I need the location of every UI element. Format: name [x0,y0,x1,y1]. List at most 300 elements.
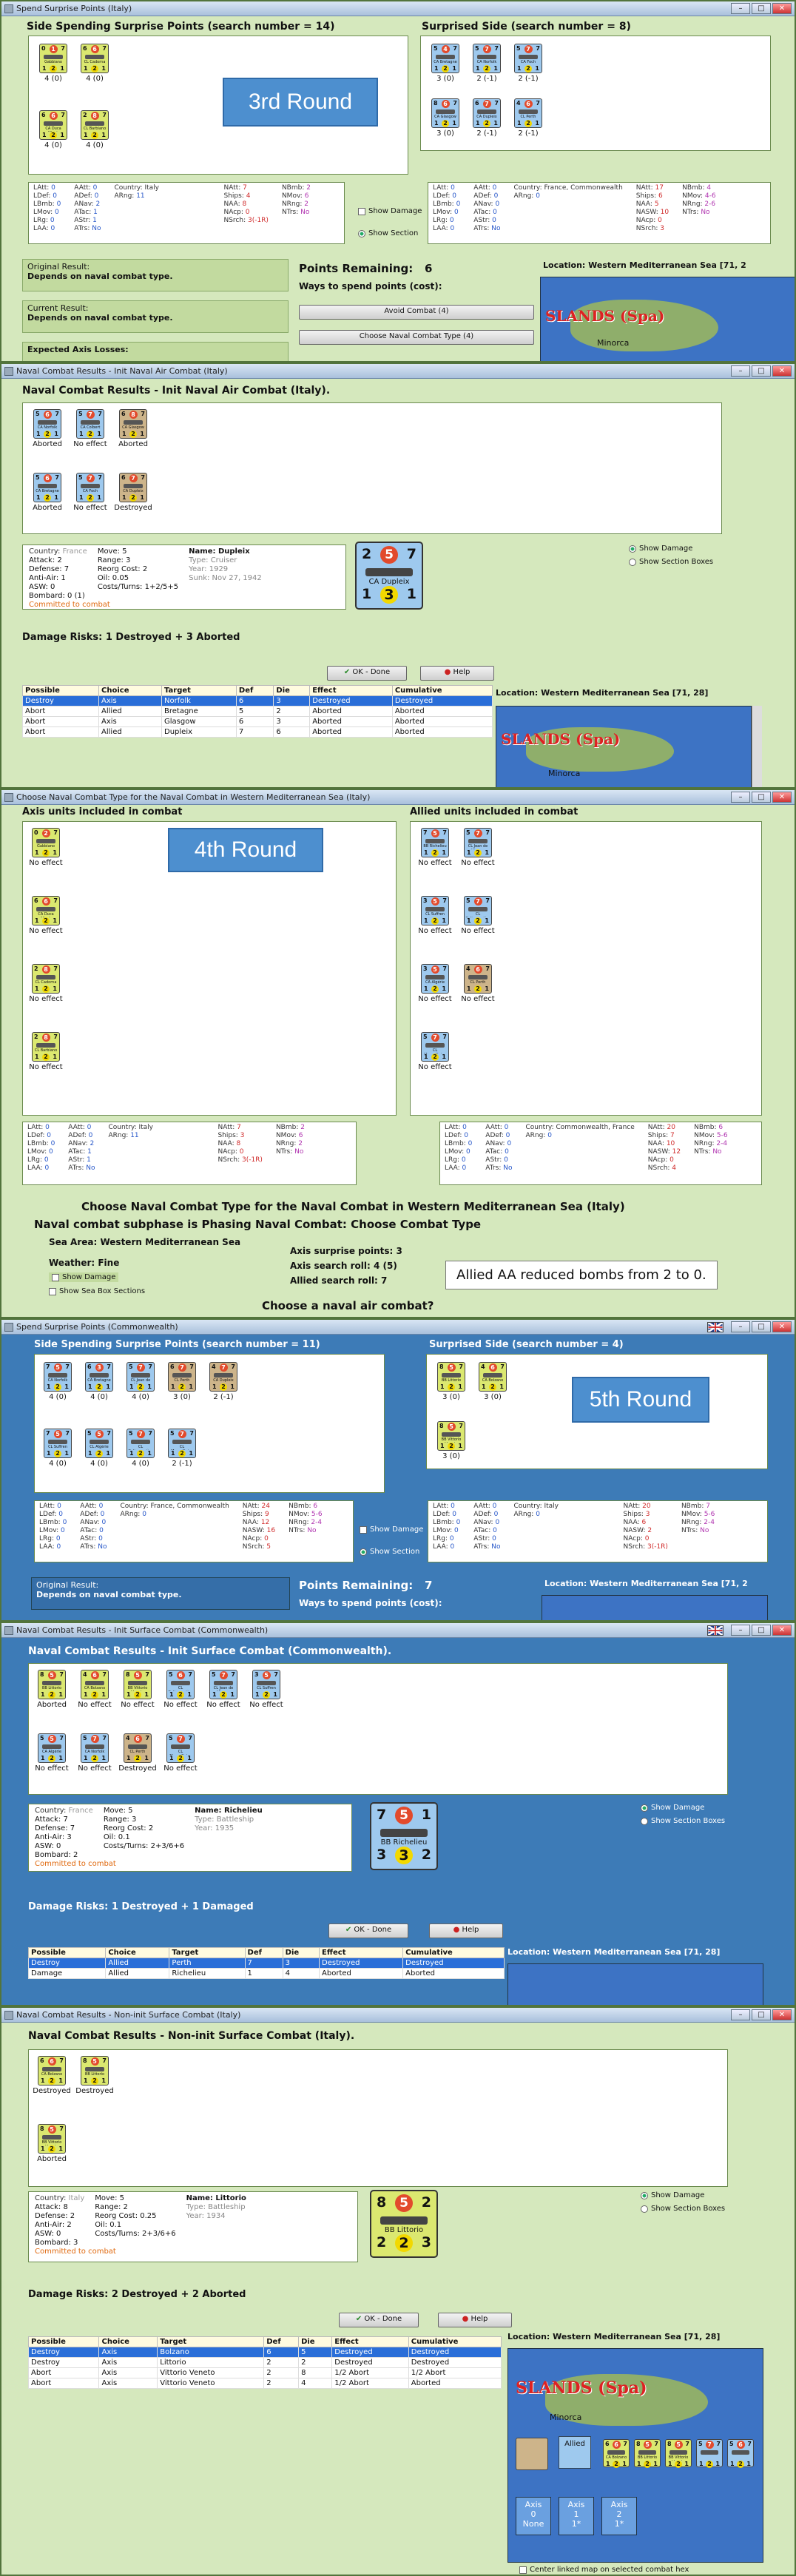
counter-top [38,2125,65,2134]
table-row[interactable] [23,696,493,707]
minimize-button[interactable]: – [731,1321,750,1332]
table-cell: 4 [283,1969,319,1979]
stat-key: LRg: [39,1535,56,1542]
unit-counter[interactable] [421,896,449,925]
stat-key: NAA: [647,1140,667,1147]
column-header[interactable]: Possible [29,1948,106,1958]
stat-line [282,184,311,192]
hex-map[interactable] [507,2348,763,2563]
counter-aa: 1 [47,1450,51,1457]
stat-line [636,209,669,217]
counter-asw: 1 [189,1450,193,1457]
app-icon [4,1323,13,1332]
counter-aa: 1 [467,985,471,992]
counter-aa: 1 [434,65,439,72]
counter-defense: 7 [91,1735,99,1743]
show-section-boxes-checkbox[interactable]: Show Section Boxes [641,1817,725,1825]
map-unit-counter[interactable] [516,2438,548,2470]
counter-bombard: 2 [48,2145,55,2153]
unit-counter[interactable] [209,1670,237,1699]
column-header[interactable]: Target [169,1948,245,1958]
stat-line [445,1132,472,1140]
stat-key: LMov: [433,1527,455,1534]
unit-counter[interactable] [166,1670,195,1699]
stat-value: 20 [642,1503,651,1510]
ship-silhouette-icon [425,907,445,911]
hex-map[interactable] [496,706,752,789]
stats-column [513,184,622,233]
unit-counter[interactable] [124,1733,152,1763]
unit-counter[interactable] [431,98,459,128]
map-stack-box[interactable] [516,2497,551,2535]
counter-asw: 1 [53,985,57,992]
center-map-checkbox[interactable]: Center linked map on selected combat hex [519,2566,689,2574]
counter-move: 7 [61,45,65,52]
counter-bombard: 2 [177,1755,184,1762]
unit-counter[interactable] [39,110,67,140]
show-damage-checkbox[interactable]: Show Damage [360,1525,423,1534]
column-header[interactable]: Effect [332,2337,408,2347]
show-section-boxes-checkbox[interactable]: Show Section Boxes [629,558,713,566]
show-section-checkbox[interactable]: Show Section [360,1548,419,1556]
counter-top [81,1734,108,1744]
stats-row [33,184,340,233]
unit-result-label: 2 (-1) [172,1460,192,1468]
unit-counter[interactable] [166,1733,195,1763]
column-header[interactable]: Possible [23,686,99,696]
counter-move: 7 [98,474,102,481]
stat-key: LAA: [433,225,451,232]
counter-aa: 1 [88,1450,92,1457]
detail-line: Anti-Air: 1 [29,574,66,582]
counter-name: CA Bolzano [605,2455,627,2460]
unit-counter[interactable] [464,896,492,925]
unit-counter[interactable] [209,1362,237,1392]
table-row[interactable] [23,717,493,727]
unit-counter[interactable] [33,473,61,502]
table-row[interactable] [29,1969,505,1979]
stat-line [623,1503,667,1511]
counter-bottom [210,1383,237,1391]
unit-counter[interactable] [32,1032,60,1062]
unit-counter[interactable] [252,1670,280,1699]
stats-column [120,1503,229,1551]
counter-asw: 1 [442,1053,446,1060]
stat-key: NASW: [623,1527,648,1534]
maximize-button[interactable]: □ [752,3,771,14]
unit-counter[interactable] [437,1421,465,1451]
column-header[interactable]: Effect [320,1948,403,1958]
counter-top [124,1670,151,1680]
stat-line [289,1503,322,1511]
unit-counter[interactable] [168,1362,196,1392]
unit-result-label: Aborted [33,440,62,448]
counter-move: 7 [189,1363,194,1370]
stat-key: NSrch: [223,217,248,224]
axis-search-roll: Axis search roll: 4 (5) [290,1261,397,1271]
counter-top [38,1734,65,1744]
stat-key: ATrs: [80,1543,98,1551]
stat-key: ANav: [80,1519,102,1526]
unit-counter[interactable] [81,1733,109,1763]
unit-counter[interactable] [727,2439,754,2467]
unit-counter[interactable] [437,1362,465,1392]
counter-asw: 1 [101,132,106,138]
column-header[interactable]: Choice [106,1948,169,1958]
hex-map[interactable] [507,1963,763,2006]
unit-counter[interactable] [421,964,449,994]
stat-key: LBmb: [33,200,57,208]
ok-done-button[interactable]: ✔ OK - Done [328,1923,408,1938]
unit-counter[interactable] [119,473,147,502]
stat-line [623,1527,667,1535]
column-header[interactable]: Def [236,686,274,696]
country-key: Country: [35,2194,69,2202]
detail-line: Sunk: Nov 27, 1942 [189,574,262,582]
table-cell: 6 [236,696,274,707]
unit-counter[interactable] [32,964,60,994]
close-button[interactable]: ✕ [772,3,792,14]
table-row[interactable] [29,1958,505,1969]
stat-key: LAtt: [433,1503,451,1510]
counter-asw: 1 [60,65,64,72]
counter-defense: 3 [95,1363,104,1372]
ok-done-button[interactable]: ✔ OK - Done [327,666,407,681]
stat-key: ATrs: [68,1164,87,1172]
minimize-button[interactable]: – [731,1625,750,1636]
unit-counter[interactable] [479,1362,507,1392]
counter-asw: 1 [746,2461,751,2467]
show-section-checkbox[interactable]: Show Section [358,229,418,237]
stat-key: LRg: [433,1535,450,1542]
stat-line [39,1535,67,1543]
table-row[interactable] [23,727,493,738]
stat-key: AAtt: [74,184,93,192]
counter-aa: 1 [699,2461,704,2467]
stat-key: Ships: [242,1511,266,1518]
stat-key: NTrs: [289,1527,308,1534]
counter-move: 7 [536,45,540,52]
stat-key: NAtt: [635,184,655,192]
table-row[interactable] [29,2378,502,2389]
show-damage-checkbox[interactable]: Show Damage [358,207,422,215]
unit-counter[interactable] [603,2439,630,2467]
unit-counter[interactable] [464,828,492,857]
ok-done-button[interactable]: ✔ OK - Done [339,2313,419,2327]
counter-aa: 1 [730,2461,735,2467]
detail-line: Defense: 2 [35,2212,75,2220]
unit-counter[interactable] [76,473,104,502]
close-button[interactable]: ✕ [772,792,792,803]
show-damage-checkbox[interactable]: Show Damage [629,544,692,553]
unit-counter[interactable] [85,1429,113,1458]
counter-bombard: 2 [178,1383,186,1391]
stat-line [68,1156,95,1164]
show-damage-checkbox[interactable]: Show Damage [641,1804,704,1812]
stat-value: 5-6 [311,1511,323,1518]
counter-asw: 1 [64,1450,69,1457]
unit-counter[interactable] [464,964,492,994]
counter-defense: 7 [474,829,482,837]
unit-counter[interactable] [421,1032,449,1062]
stat-key: ATrs: [473,1543,492,1551]
counter-name: BB Vittorio [41,2140,62,2145]
stat-line [276,1140,305,1148]
minimize-button[interactable]: – [731,792,750,803]
stat-line [217,1148,262,1156]
stats-column [217,1124,262,1173]
help-button[interactable]: ● Help [438,2313,512,2327]
counter-defense: 7 [431,1034,439,1042]
show-damage-checkbox[interactable]: Show Damage [641,2191,704,2199]
counter-defense: 7 [137,1363,145,1372]
counter-top [473,99,500,109]
stat-key: NASW: [635,209,661,216]
counter-bottom [38,1691,65,1699]
counter-move: 7 [53,897,58,904]
unit-counter[interactable] [38,1733,66,1763]
stat-value: 12 [672,1148,681,1156]
maximize-button[interactable]: □ [752,365,771,377]
maximize-button[interactable]: □ [752,1625,771,1636]
counter-defense: 5 [395,1807,413,1824]
unit-counter[interactable] [38,1670,66,1699]
counter-bombard: 2 [263,1691,270,1699]
stat-key: ARng: [513,1511,536,1518]
stat-line [623,1543,667,1551]
counter-name: CL Perth [520,115,536,119]
unit-result-label: No effect [418,859,452,867]
column-header[interactable]: Cumulative [392,686,492,696]
counter-top [167,1734,194,1744]
unit-counter[interactable] [44,1362,72,1392]
detail-line: Name: Richelieu [195,1807,263,1815]
stats-column [525,1124,634,1173]
counter-bottom [465,985,491,993]
counter-attack: 5 [129,1363,133,1370]
stat-line [513,1511,610,1519]
stat-value: 11 [130,1132,139,1139]
column-header[interactable]: Def [264,2337,299,2347]
unit-counter[interactable] [32,828,60,857]
ship-silhouette-icon [468,907,488,911]
unit-counter[interactable] [127,1429,155,1458]
table-row[interactable] [29,2368,502,2378]
column-header[interactable]: Target [162,686,237,696]
counter-asw: 1 [53,1053,57,1060]
stats-column [289,1503,322,1551]
map-allied-stack[interactable]: Allied [559,2436,591,2469]
column-header[interactable]: Choice [99,2337,158,2347]
counter-asw: 1 [452,120,456,127]
close-button[interactable]: ✕ [772,2009,792,2020]
counter-move: 7 [53,829,58,836]
hex-map[interactable] [540,277,796,363]
stat-value: 20 [667,1124,675,1131]
table-cell: 1/2 Abort [408,2368,501,2378]
unit-counter[interactable] [44,1429,72,1458]
minimize-button[interactable]: – [731,3,750,14]
stat-value: 0 [492,1503,497,1510]
show-damage-checkbox[interactable]: Show Damage [49,1272,118,1282]
column-header[interactable]: Effect [310,686,393,696]
unit-counter[interactable] [85,1362,113,1392]
table-row[interactable] [23,707,493,717]
unit-counter[interactable] [127,1362,155,1392]
unit-counter[interactable] [38,2124,66,2154]
unit-counter[interactable] [514,44,542,73]
counter-attack: 8 [40,1671,44,1678]
counter-name: CL Perth [129,1750,146,1754]
column-header[interactable]: Die [283,1948,319,1958]
unit-counter[interactable] [81,110,109,140]
table-row[interactable] [29,2347,502,2358]
table-cell: 3 [274,696,310,707]
column-header[interactable]: Possible [29,2337,99,2347]
counter-name: CA Glasgow [122,425,144,430]
counter-move: 7 [59,2125,64,2132]
unit-counter[interactable] [696,2439,723,2467]
counter-name: BB Littorio [441,1378,462,1383]
maximize-button[interactable]: □ [752,2009,771,2020]
counter-defense: 6 [613,2441,621,2449]
ship-silhouette-icon [257,1681,276,1685]
counter-defense: 5 [644,2441,652,2449]
unit-counter[interactable] [39,44,67,73]
counter-bottom [124,1755,151,1762]
unit-counter[interactable] [168,1429,196,1458]
minimize-button[interactable]: – [731,365,750,377]
help-button[interactable]: ● Help [420,666,494,681]
unit-counter[interactable] [421,828,449,857]
unit-counter[interactable] [119,409,147,439]
ship-silhouette-icon [172,1373,192,1378]
results-header: Naval Combat Results - Non-init Surface Combat (Italy). [28,2030,355,2042]
stat-line [648,1140,681,1148]
stat-key: NRng: [289,1519,311,1526]
app-icon [4,1626,13,1635]
unit-counter[interactable] [634,2439,661,2467]
column-header[interactable]: Cumulative [403,1948,505,1958]
unit-counter[interactable] [665,2439,692,2467]
stat-value: 0 [669,1156,674,1164]
stat-line [27,1148,55,1156]
detail-line: Bombard: 3 [35,2239,78,2247]
counter-bottom [127,1383,154,1391]
stat-value: 0 [100,1511,105,1518]
column-header[interactable]: Cumulative [408,2337,501,2347]
counter-top [34,473,61,483]
stat-key: NBmb: [289,1503,314,1510]
counter-attack: 8 [126,1671,130,1678]
unit-counter[interactable] [81,2056,109,2086]
unit-counter[interactable] [514,98,542,128]
stat-line [33,225,61,233]
counter-bombard: 2 [44,494,51,502]
stat-line [433,1503,460,1511]
stat-value: 0 [456,1519,461,1526]
counter-name: CL Algérie [90,1445,109,1449]
counter-bombard: 2 [91,65,98,73]
close-button[interactable]: ✕ [772,1321,792,1332]
counter-aa: 1 [84,65,88,72]
close-button[interactable]: ✕ [772,365,792,377]
map-scrollbar[interactable] [752,706,762,789]
counter-bottom [169,1450,195,1457]
table-cell: Destroyed [408,2358,501,2368]
stat-line [433,1519,460,1527]
detail-line: Anti-Air: 3 [35,1833,72,1841]
unit-counter[interactable] [81,44,109,73]
counter-name: CA Duca [45,127,61,131]
column-header[interactable]: Choice [99,686,162,696]
counter-top [127,1363,154,1372]
stat-key: LRg: [433,217,450,224]
unit-result-label: 4 (0) [49,1393,67,1401]
column-header[interactable]: Die [299,2337,332,2347]
show-section-boxes-checkbox[interactable]: Show Section Boxes [641,2205,725,2213]
unit-counter[interactable] [38,2056,66,2086]
map-stack-box[interactable] [559,2497,594,2535]
unit-counter[interactable] [76,409,104,439]
table-row[interactable] [29,2358,502,2368]
stat-value: 11 [136,192,145,200]
stat-key: Ships: [635,192,659,200]
unit-counter[interactable] [81,1670,109,1699]
column-header[interactable]: Die [274,686,310,696]
counter-aa: 1 [476,65,480,72]
table-cell: Vittorio Veneto [158,2368,264,2378]
help-button[interactable]: ● Help [429,1923,503,1938]
maximize-button[interactable]: □ [752,792,771,803]
minimize-button[interactable]: – [731,2009,750,2020]
unit-result-label: Aborted [33,504,62,512]
choose-combat-type-button[interactable]: Choose Naval Combat Type (4) [299,330,534,345]
counter-top [438,1422,465,1432]
show-sea-box-sections-checkbox[interactable]: Show Sea Box Sections [49,1287,145,1295]
ship-silhouette-icon [128,1681,147,1685]
counter-aa: 1 [122,431,127,437]
column-header[interactable]: Def [245,1948,283,1958]
unit-counter[interactable] [473,98,501,128]
counter-top [38,2057,65,2066]
stat-value: 0 [495,1519,500,1526]
detail-line: ASW: 0 [35,2230,61,2238]
stat-line [39,1543,67,1551]
maximize-button[interactable]: □ [752,1321,771,1332]
table-cell: Glasgow [162,717,237,727]
hex-map[interactable] [542,1595,768,1622]
unit-counter[interactable] [431,44,459,73]
stats-column [681,1503,715,1551]
column-header[interactable]: Target [158,2337,264,2347]
counter-bottom [77,494,104,502]
counter-attack: 5 [87,1430,92,1437]
close-button[interactable]: ✕ [772,1625,792,1636]
unit-counter[interactable] [473,44,501,73]
unit-counter[interactable] [33,409,61,439]
stat-key: ARng: [525,1132,548,1139]
counter-move: 7 [685,2441,689,2447]
stat-value: 9 [265,1511,269,1518]
counter-attack: 5 [475,45,479,52]
map-stack-box[interactable] [601,2497,637,2535]
stat-value: 0 [462,1164,467,1172]
avoid-combat-button[interactable]: Avoid Combat (4) [299,305,534,320]
counter-attack: 5 [36,411,40,417]
unit-counter[interactable] [32,896,60,925]
unit-counter[interactable] [124,1670,152,1699]
